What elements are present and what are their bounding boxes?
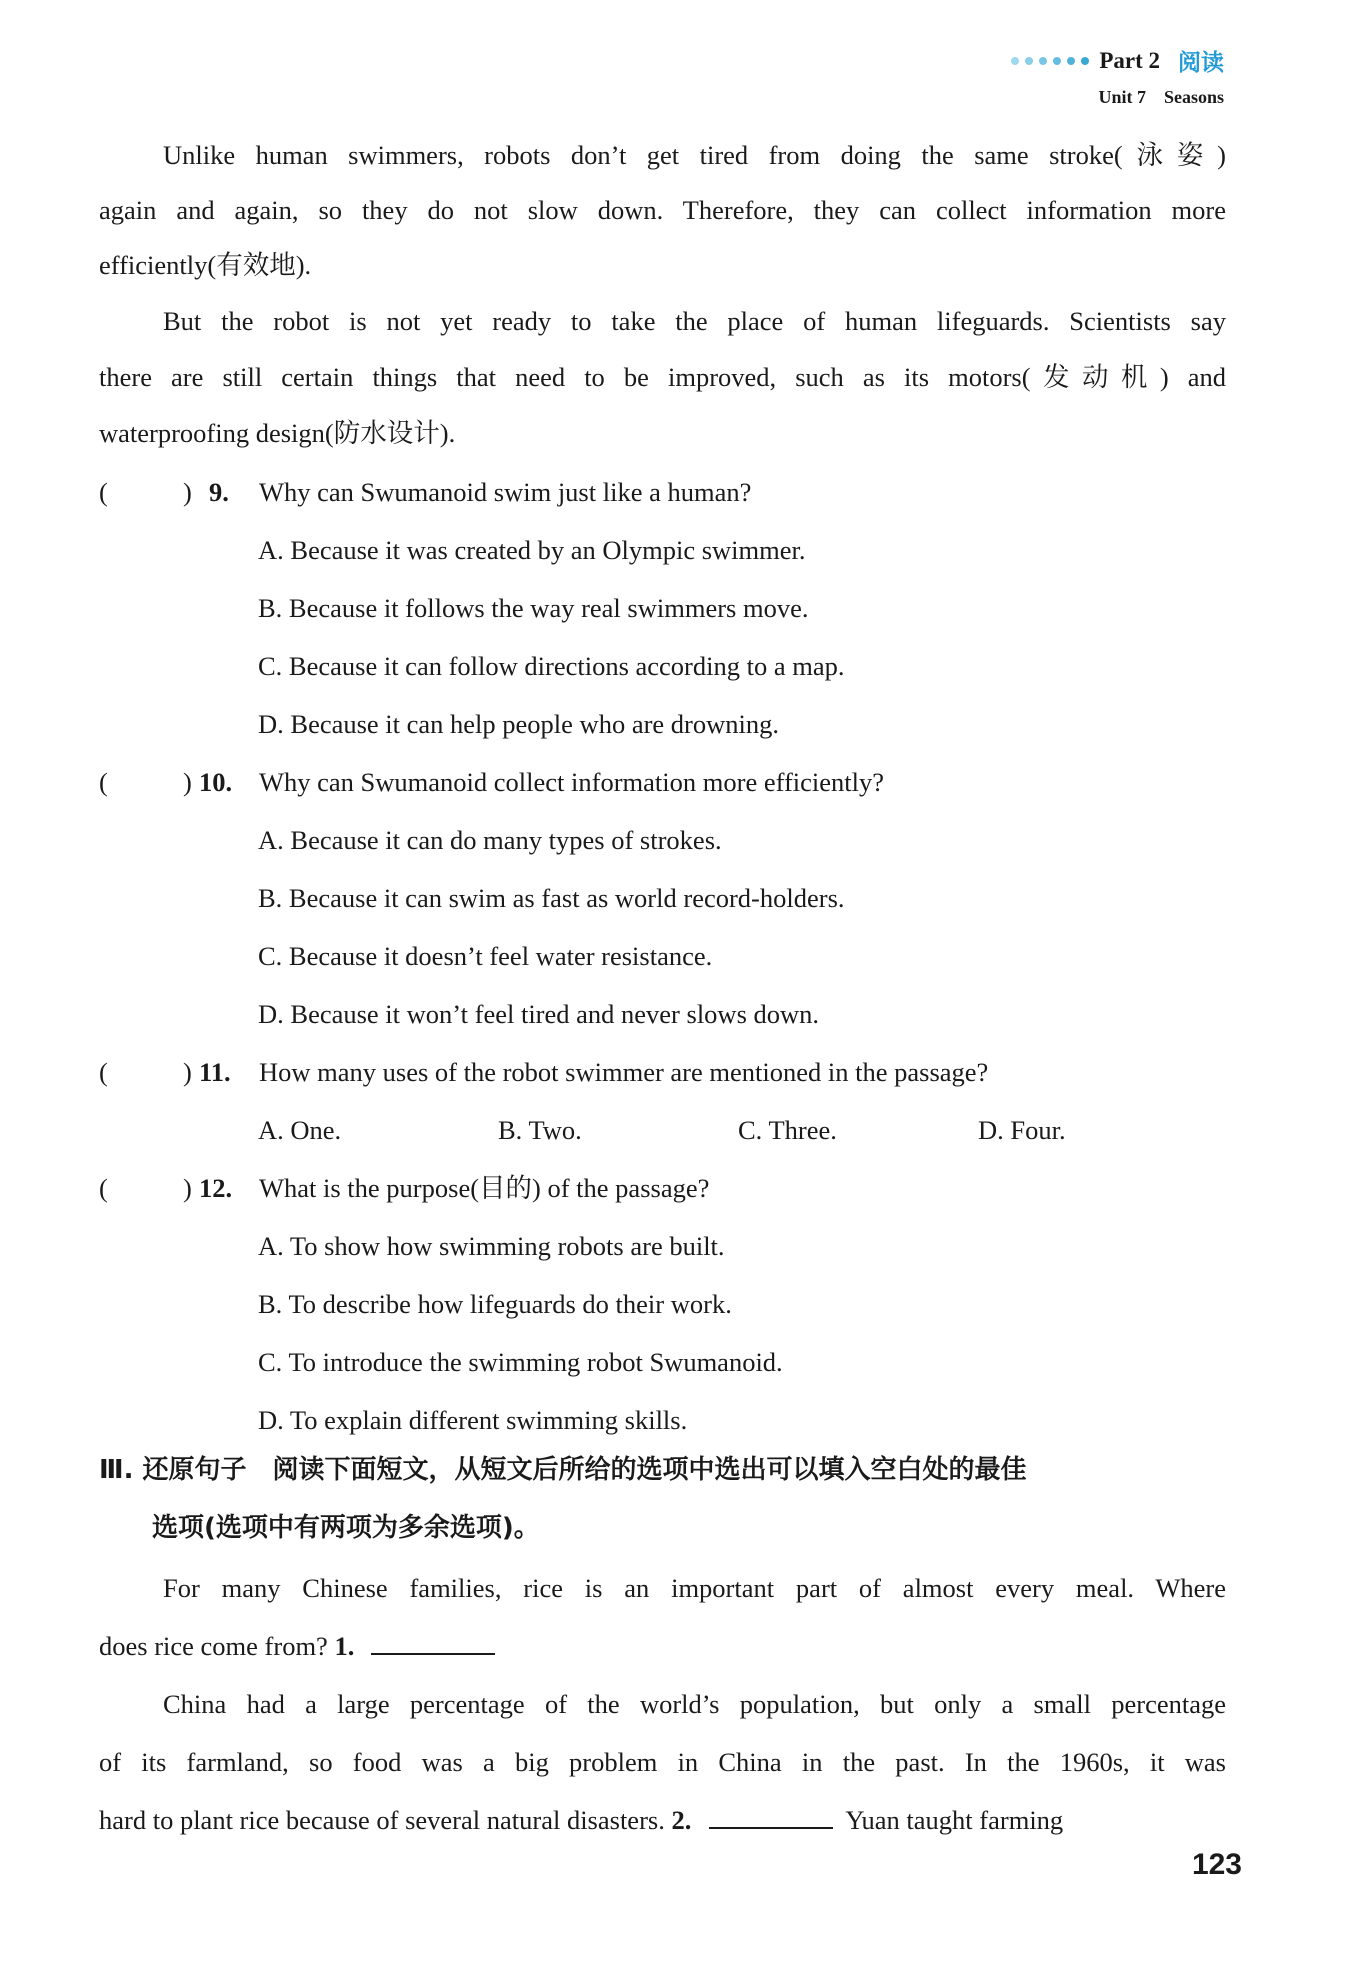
- page-number: 123: [1191, 1848, 1242, 1881]
- passage-p1-line1: Unlike human swimmers, robots don’t get tired from doing the same stroke(泳姿): [163, 140, 1226, 170]
- section3-p2-line2: of its farmland, so food was a big problem in China in the past. In the 1960s, it was: [99, 1747, 1226, 1777]
- unit-number: Unit 7: [1098, 87, 1146, 107]
- answer-paren-right: ): [183, 477, 192, 507]
- answer-paren-right: ): [183, 1173, 192, 1203]
- answer-paren-left[interactable]: (: [99, 1173, 108, 1203]
- option-11a: A. One.: [258, 1115, 342, 1145]
- option-10b: B. Because it can swim as fast as world record-holders.: [258, 883, 845, 913]
- decorative-dots-icon: [1011, 57, 1089, 65]
- question-stem: What is the purpose(目的) of the passage?: [259, 1173, 710, 1203]
- option-10a: A. Because it can do many types of strokes.: [258, 825, 722, 855]
- answer-paren-right: ): [183, 767, 192, 797]
- option-9b: B. Because it follows the way real swimmers move.: [258, 593, 809, 623]
- option-10d: D. Because it won’t feel tired and never slows down.: [258, 999, 820, 1029]
- option-9d: D. Because it can help people who are drowning.: [258, 709, 779, 739]
- blank-1-line[interactable]: [371, 1631, 495, 1655]
- question-stem: How many uses of the robot swimmer are mentioned in the passage?: [259, 1057, 989, 1087]
- option-11c: C. Three.: [738, 1115, 837, 1145]
- question-stem: Why can Swumanoid collect information more efficiently?: [259, 767, 885, 797]
- section3-p1-line2: [99, 1628, 1226, 1664]
- option-9c: C. Because it can follow directions according to a map.: [258, 651, 845, 681]
- question-number: 11.: [199, 1057, 231, 1087]
- question-number: 12.: [199, 1173, 233, 1203]
- question-number: 9.: [209, 477, 229, 507]
- section3-p1-line2-text: does rice come from?: [99, 1631, 328, 1661]
- passage-p2-line2: there are still certain things that need to be improved, such as its motors(发动机) and: [99, 362, 1226, 392]
- section3-p1-line1: For many Chinese families, rice is an important part of almost every meal. Where: [163, 1573, 1226, 1603]
- section3-p2-line3: [99, 1802, 1226, 1838]
- page-header: [1011, 44, 1224, 108]
- blank-1-number: 1.: [334, 1631, 355, 1661]
- part-cn-label: 阅读: [1178, 50, 1224, 76]
- answer-paren-left[interactable]: (: [99, 477, 108, 507]
- passage-p1-line3: efficiently(有效地).: [99, 250, 312, 280]
- passage-p2-line1: But the robot is not yet ready to take the place of human lifeguards. Scientists say: [163, 306, 1226, 336]
- answer-paren-left[interactable]: (: [99, 1057, 108, 1087]
- blank-2-line[interactable]: [709, 1805, 833, 1829]
- passage-p2-line3: waterproofing design(防水设计).: [99, 418, 456, 448]
- answer-paren-left[interactable]: (: [99, 767, 108, 797]
- option-10c: C. Because it doesn’t feel water resistance.: [258, 941, 713, 971]
- unit-title: Seasons: [1163, 87, 1224, 107]
- answer-paren-right: ): [183, 1057, 192, 1087]
- question-stem: Why can Swumanoid swim just like a human?: [259, 477, 752, 507]
- option-11b: B. Two.: [498, 1115, 582, 1145]
- question-number: 10.: [199, 767, 233, 797]
- section3-p2-line1: China had a large percentage of the world’s population, but only a small percentage: [163, 1689, 1226, 1719]
- option-12d: D. To explain different swimming skills.: [258, 1405, 688, 1435]
- blank-2-number: 2.: [671, 1805, 692, 1835]
- section3-title-line2: 选项(选项中有两项为多余选项)。: [152, 1513, 540, 1543]
- header-part-row: [1011, 44, 1224, 77]
- section3-p2-line3-text: hard to plant rice because of several natural disasters.: [99, 1805, 665, 1835]
- section3-p2-line3-tail: Yuan taught farming: [845, 1805, 1064, 1835]
- unit-label: [1011, 87, 1224, 108]
- option-12b: B. To describe how lifeguards do their work.: [258, 1289, 732, 1319]
- option-9a: A. Because it was created by an Olympic swimmer.: [258, 535, 806, 565]
- option-11d: D. Four.: [978, 1115, 1066, 1145]
- passage-p1-line2: again and again, so they do not slow down. Therefore, they can collect information more: [99, 195, 1226, 225]
- part-label: Part 2: [1099, 47, 1160, 73]
- section3-title-line1: Ⅲ. 还原句子 阅读下面短文，从短文后所给的选项中选出可以填入空白处的最佳: [99, 1455, 1027, 1485]
- option-12c: C. To introduce the swimming robot Swumanoid.: [258, 1347, 783, 1377]
- option-12a: A. To show how swimming robots are built.: [258, 1231, 725, 1261]
